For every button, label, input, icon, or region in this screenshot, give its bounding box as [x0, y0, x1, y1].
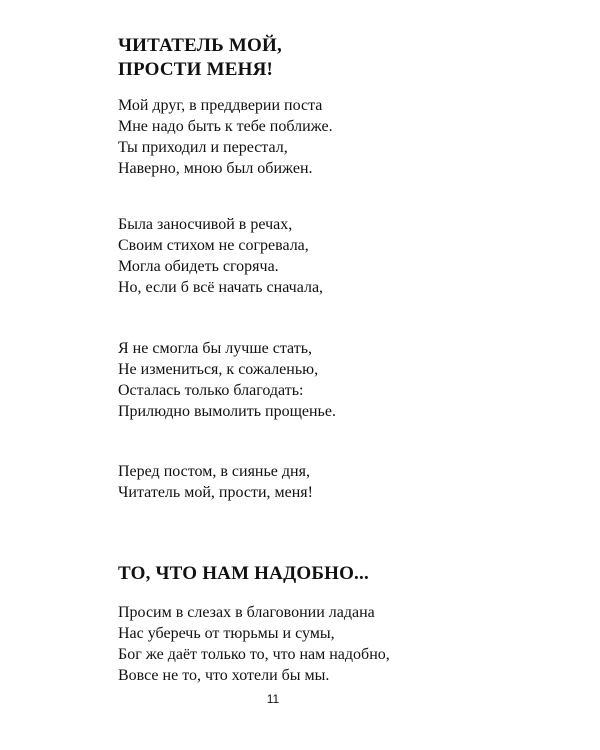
poem-1-title-line: ПРОСТИ МЕНЯ! — [118, 59, 274, 80]
verse-line: Но, если б всё начать сначала, — [118, 279, 324, 296]
verse-line: Ты приходил и перестал, — [118, 139, 288, 156]
verse-line: Перед постом, в сиянье дня, — [118, 463, 310, 480]
verse-line: Прилюдно вымолить прощенье. — [118, 403, 336, 420]
poem-2-title-line: ТО, ЧТО НАМ НАДОБНО... — [118, 563, 369, 584]
verse-line: Читатель мой, прости, меня! — [118, 484, 313, 501]
verse-line: Мой друг, в преддверии поста — [118, 97, 323, 114]
verse-line: Нас уберечь от тюрьмы и сумы, — [118, 625, 335, 642]
poem-1-title — [118, 34, 282, 82]
poem-1-stanza-1 — [118, 95, 333, 179]
verse-line: Я не смогла бы лучше стать, — [118, 340, 313, 357]
verse-line: Не измениться, к сожаленью, — [118, 361, 319, 378]
verse-line: Наверно, мною был обижен. — [118, 160, 313, 177]
verse-line: Бог же даёт только то, что нам надобно, — [118, 646, 390, 663]
verse-line: Была заносчивой в речах, — [118, 216, 293, 233]
verse-line: Осталась только благодать: — [118, 382, 304, 399]
poem-2-stanza-1 — [118, 602, 390, 686]
verse-line: Вовсе не то, что хотели бы мы. — [118, 667, 330, 684]
poem-1-stanza-4 — [118, 461, 313, 503]
poem-1-stanza-3 — [118, 338, 336, 422]
poem-1-title-line: ЧИТАТЕЛЬ МОЙ, — [118, 35, 282, 56]
page-number: 11 — [266, 692, 280, 706]
poem-1-stanza-2 — [118, 214, 323, 298]
verse-line: Могла обидеть сгоряча. — [118, 258, 279, 275]
poem-2-title — [118, 562, 369, 586]
verse-line: Мне надо быть к тебе поближе. — [118, 118, 333, 135]
verse-line: Своим стихом не согревала, — [118, 237, 309, 254]
verse-line: Просим в слезах в благовонии ладана — [118, 604, 375, 621]
